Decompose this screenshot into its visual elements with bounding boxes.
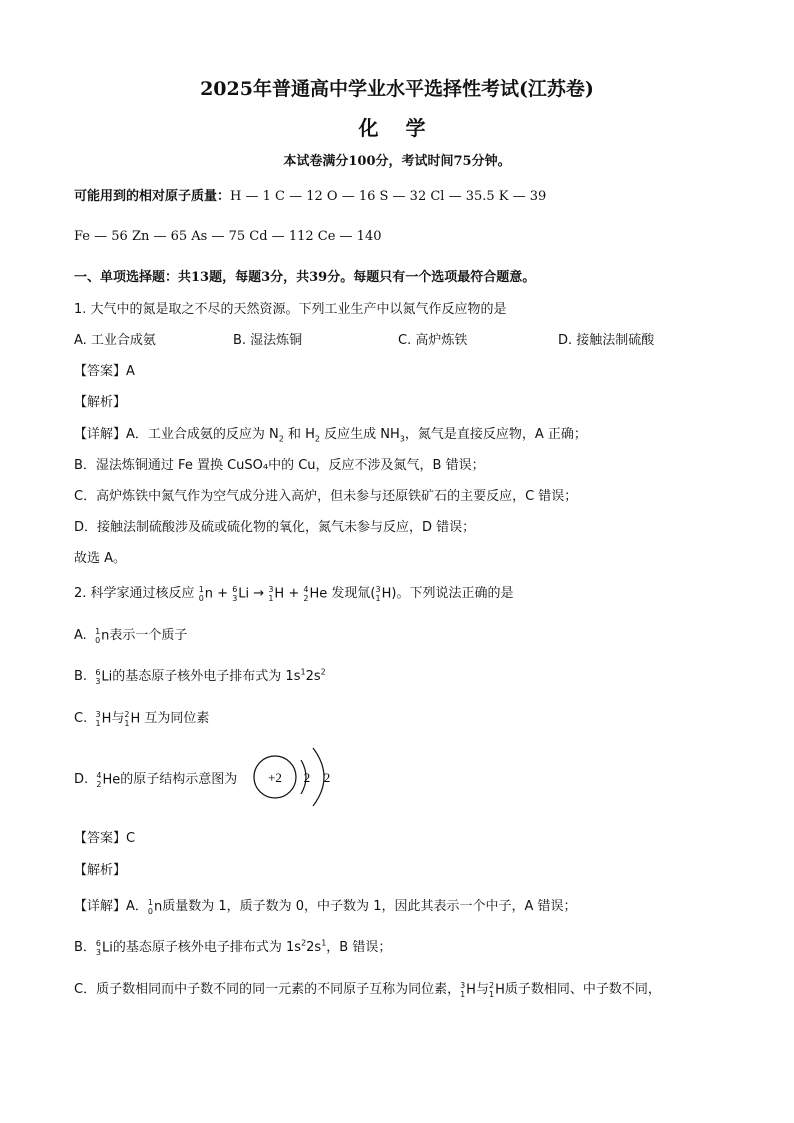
nuclide-neutron: 1 0 n (198, 584, 214, 603)
nuclide-h3: 3 1 H (268, 584, 285, 603)
q1-detail-a: 【详解】A．工业合成氨的反应为 $N_2$ 和 $H_2$ 反应生成 $NH_3$，氮气是直接反应物，A 正确； (74, 427, 587, 444)
q1-conclusion: 故选 A。 (74, 551, 127, 566)
section-heading: 一、单项选择题：共13题，每题3分，共39分。每题只有一个选项最符合题意。 (74, 270, 536, 285)
q2-answer: 【答案】C (74, 831, 136, 846)
q1-option-b: B. 湿法炼铜 (233, 333, 303, 348)
atomic-mass-line-1 (74, 185, 546, 204)
nuclide-he4: 4 2 He (303, 584, 328, 603)
q2-option-a: A. 1 0 n表示一个质子 (74, 626, 188, 645)
q2-option-b: B. 6 3 Li的基态原子核外电子排布式为 $1s^12s^2$ (74, 667, 326, 686)
q2-detail-c: C．质子数相同而中子数不同的同一元素的不同原子互称为同位素， 3 1 H与 2 1 H质子数相同、中子数不同， (74, 980, 661, 999)
subject-title: 化 学 (358, 116, 436, 140)
q2-option-c: C. 3 1 H与 2 1 H 互为同位素 (74, 709, 210, 728)
q1-analysis-label: 【解析】 (74, 395, 127, 410)
q1-detail-d: D．接触法制硫酸涉及硫或硫化物的氧化，氮气未参与反应，D 错误； (74, 520, 476, 535)
exam-note: 本试卷满分100分，考试时间75分钟。 (283, 154, 511, 169)
shell-arc-2 (313, 748, 324, 806)
nucleus-charge: +2 (268, 770, 282, 785)
q1-stem: 1. 大气中的氮是取之不尽的天然资源。下列工业生产中以氮气作反应物的是 (74, 302, 507, 317)
exam-title: 2025年普通高中学业水平选择性考试(江苏卷) (200, 78, 594, 100)
q1-answer: 【答案】A (74, 364, 135, 379)
shell-2-electrons: 2 (323, 770, 331, 785)
shell-1-electrons: 2 (303, 770, 311, 785)
q2-option-d: D. 4 2 He的原子结构示意图为 (74, 770, 238, 789)
atomic-mass-label: 可能用到的相对原子质量： (74, 189, 231, 204)
q1-detail-b: B．湿法炼铜通过 Fe 置换 CuSO₄中的 Cu，反应不涉及氮气，B 错误； (74, 458, 485, 473)
nuclide-li6: 6 3 Li (232, 584, 250, 603)
q1-detail-c: C．高炉炼铁中氮气作为空气成分进入高炉，但未参与还原铁矿石的主要反应，C 错误； (74, 489, 578, 504)
atomic-mass-row-2: Fe — 56 Zn — 65 As — 75 Cd — 112 Ce — 140 (74, 229, 382, 244)
q1-option-c: C. 高炉炼铁 (398, 333, 468, 348)
q1-option-d: D. 接触法制硫酸 (558, 333, 655, 348)
q2-analysis-label: 【解析】 (74, 863, 127, 878)
q2-detail-a: 【详解】A． 1 0 n质量数为 1，质子数为 0，中子数为 1，因此其表示一个中子，A 错误； (74, 897, 577, 916)
q2-detail-b: B． 6 3 Li的基态原子核外电子排布式为 $1s^22s^1$，B 错误； (74, 938, 392, 957)
he-atom-structure-diagram (253, 742, 343, 812)
atomic-mass-row-1: H — 1 C — 12 O — 16 S — 32 Cl — 35.5 K — 39 (230, 189, 547, 204)
q1-option-a: A. 工业合成氨 (74, 333, 156, 348)
q2-stem: 2. 科学家通过核反应 1 0 n + 6 3 Li → 3 1 H + 4 2 He 发现氚( 3 1 H)。下列说法正确的是 (74, 584, 514, 603)
